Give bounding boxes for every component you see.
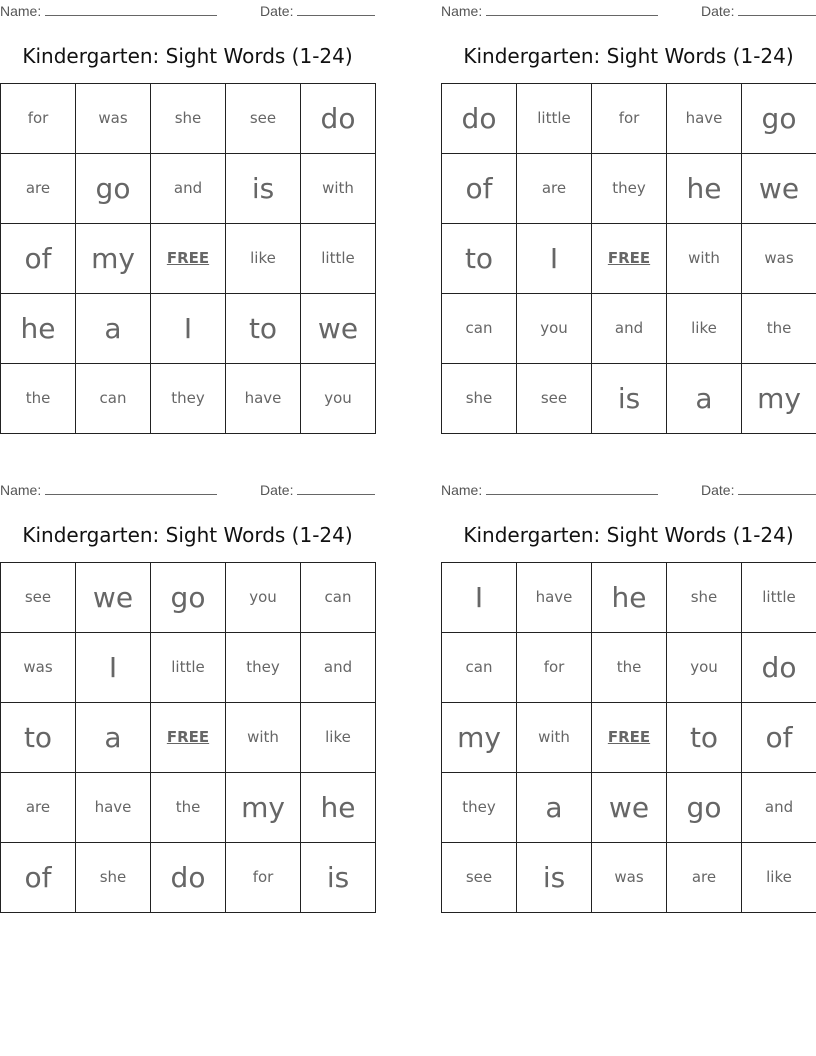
word-cell: of [1,843,76,913]
date-label: Date: [260,3,294,19]
word-cell: little [301,224,376,294]
grid-row [442,633,816,703]
word-cell: you [226,563,301,633]
grid-row [1,84,376,154]
word-cell: can [442,294,517,364]
word-cell: she [442,364,517,434]
date-field-line [738,15,816,16]
word-cell: to [667,703,742,773]
word-cell: I [442,563,517,633]
word-cell: see [1,563,76,633]
word-cell: for [226,843,301,913]
word-cell: have [517,563,592,633]
grid-row [1,294,376,364]
free-space-cell: FREE [592,224,667,294]
word-cell: is [592,364,667,434]
bingo-card [441,479,816,894]
word-cell: of [1,224,76,294]
word-cell: he [301,773,376,843]
grid-row [1,364,376,434]
word-cell: like [742,843,816,913]
word-cell: was [742,224,816,294]
word-cell: and [742,773,816,843]
word-cell: she [151,84,226,154]
card-header [0,0,375,22]
word-cell: and [301,633,376,703]
free-space-cell: FREE [151,224,226,294]
name-field-line [45,494,217,495]
word-cell: are [1,773,76,843]
grid-row [1,633,376,703]
word-cell: little [151,633,226,703]
word-cell: with [301,154,376,224]
grid-row [1,563,376,633]
name-field-line [45,15,217,16]
word-cell: go [667,773,742,843]
word-cell: he [667,154,742,224]
grid-row [442,843,816,913]
word-cell: like [667,294,742,364]
word-cell: was [592,843,667,913]
card-header [0,479,375,501]
word-cell: have [226,364,301,434]
word-cell: little [742,563,816,633]
word-cell: they [226,633,301,703]
bingo-grid [441,83,816,434]
grid-row [1,224,376,294]
date-field-line [297,15,375,16]
word-cell: do [301,84,376,154]
card-header [441,0,816,22]
bingo-card [441,0,816,415]
grid-row [442,563,816,633]
word-cell: for [1,84,76,154]
grid-row [442,364,816,434]
word-cell: do [742,633,816,703]
word-cell: to [442,224,517,294]
word-cell: is [301,843,376,913]
word-cell: with [517,703,592,773]
word-cell: see [226,84,301,154]
word-cell: and [592,294,667,364]
name-label: Name: [441,482,483,498]
grid-row [442,773,816,843]
grid-row [1,703,376,773]
word-cell: to [226,294,301,364]
word-cell: my [442,703,517,773]
free-space-cell: FREE [151,703,226,773]
word-cell: for [517,633,592,703]
word-cell: have [667,84,742,154]
word-cell: is [517,843,592,913]
name-field-line [486,494,658,495]
word-cell: he [1,294,76,364]
word-cell: a [76,294,151,364]
bingo-card [0,479,375,894]
name-field-line [486,15,658,16]
word-cell: the [151,773,226,843]
name-label: Name: [441,3,483,19]
word-cell: she [667,563,742,633]
date-field-line [738,494,816,495]
word-cell: is [226,154,301,224]
word-cell: we [301,294,376,364]
date-field-line [297,494,375,495]
word-cell: of [442,154,517,224]
word-cell: can [442,633,517,703]
word-cell: and [151,154,226,224]
word-cell: we [742,154,816,224]
card-title: Kindergarten: Sight Words (1-24) [22,44,353,68]
word-cell: the [742,294,816,364]
bingo-card [0,0,375,407]
word-cell: go [151,563,226,633]
word-cell: I [517,224,592,294]
word-cell: for [592,84,667,154]
word-cell: do [151,843,226,913]
word-cell: with [667,224,742,294]
word-cell: like [301,703,376,773]
word-cell: I [76,633,151,703]
name-label: Name: [0,482,42,498]
word-cell: a [667,364,742,434]
word-cell: like [226,224,301,294]
word-cell: was [1,633,76,703]
card-title: Kindergarten: Sight Words (1-24) [463,44,794,68]
word-cell: you [517,294,592,364]
word-cell: are [517,154,592,224]
word-cell: they [592,154,667,224]
word-cell: to [1,703,76,773]
free-space-cell: FREE [592,703,667,773]
word-cell: have [76,773,151,843]
bingo-grid [441,562,816,913]
word-cell: we [592,773,667,843]
grid-row [442,224,816,294]
word-cell: can [76,364,151,434]
word-cell: my [742,364,816,434]
date-label: Date: [701,482,735,498]
word-cell: was [76,84,151,154]
word-cell: the [1,364,76,434]
grid-row [1,843,376,913]
word-cell: little [517,84,592,154]
grid-row [442,154,816,224]
word-cell: see [442,843,517,913]
word-cell: you [301,364,376,434]
card-title: Kindergarten: Sight Words (1-24) [463,523,794,547]
word-cell: I [151,294,226,364]
word-cell: see [517,364,592,434]
bingo-grid [0,562,376,913]
word-cell: are [1,154,76,224]
word-cell: go [742,84,816,154]
date-label: Date: [260,482,294,498]
word-cell: can [301,563,376,633]
card-title: Kindergarten: Sight Words (1-24) [22,523,353,547]
grid-row [1,154,376,224]
grid-row [442,294,816,364]
word-cell: my [226,773,301,843]
word-cell: do [442,84,517,154]
grid-row [442,84,816,154]
word-cell: of [742,703,816,773]
word-cell: are [667,843,742,913]
bingo-grid [0,83,376,434]
word-cell: they [442,773,517,843]
name-label: Name: [0,3,42,19]
word-cell: the [592,633,667,703]
word-cell: you [667,633,742,703]
word-cell: a [76,703,151,773]
card-header [441,479,816,501]
word-cell: a [517,773,592,843]
word-cell: my [76,224,151,294]
word-cell: go [76,154,151,224]
word-cell: they [151,364,226,434]
word-cell: we [76,563,151,633]
grid-row [442,703,816,773]
word-cell: she [76,843,151,913]
word-cell: he [592,563,667,633]
grid-row [1,773,376,843]
date-label: Date: [701,3,735,19]
word-cell: with [226,703,301,773]
